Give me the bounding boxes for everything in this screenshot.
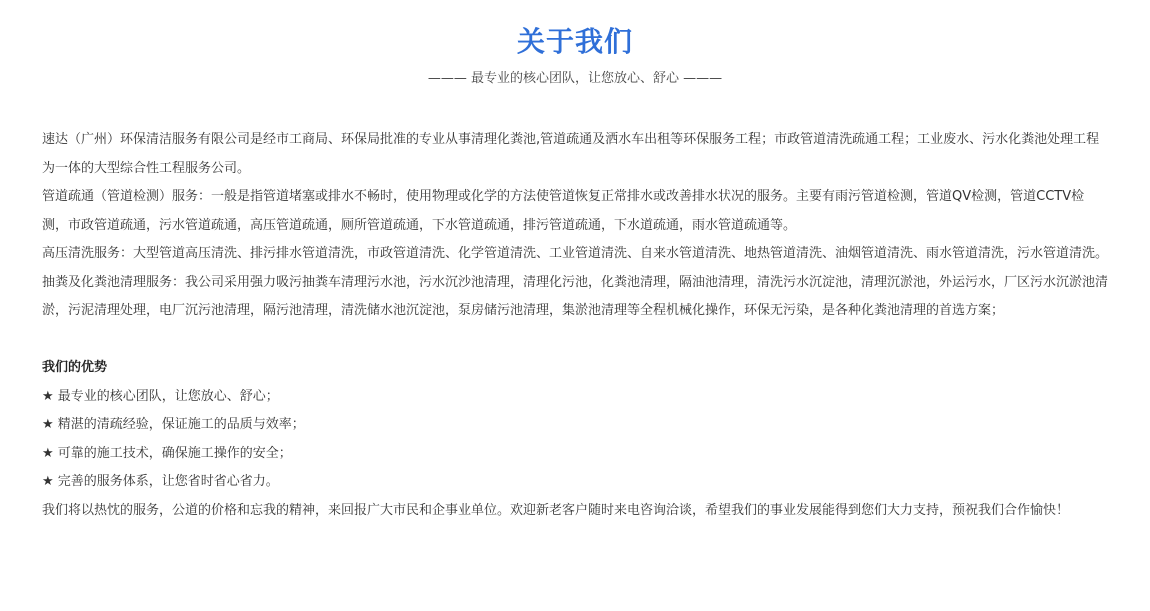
intro-paragraph-company: 速达（广州）环保清洁服务有限公司是经市工商局、环保局批准的专业从事清理化粪池,管道疏通及洒水车出租等环保服务工程；市政管道清洗疏通工程；工业废水、污水化粪池处理工程为一体的大型综合性工程服务公司。 bbox=[42, 132, 1100, 176]
intro-paragraph-septic-cleaning: 抽粪及化粪池清理服务：我公司采用强力吸污抽粪车清理污水池，污水沉沙池清理，清理化污池，化粪池清理，隔油池清理，清洗污水沉淀池，清理沉淤池，外运污水，厂区污水沉淤池清淤，污泥清理处理，电厂沉污池清理，隔污池清理，清洗储水池沉淀池，泵房储污池清理，集淤池清理等全程机械化操作，环保无污染，是各种化粪池清理的首选方案； bbox=[42, 274, 1109, 318]
spacer bbox=[42, 326, 1110, 355]
advantage-item: ★ 可靠的施工技术，确保施工操作的安全； bbox=[42, 445, 292, 461]
advantage-item: ★ 完善的服务体系，让您省时省心省力。 bbox=[42, 474, 279, 489]
intro-paragraph-pipe-dredging: 管道疏通（管道检测）服务：一般是指管道堵塞或排水不畅时，使用物理或化学的方法使管道恢复正常排水或改善排水状况的服务。主要有雨污管道检测，管道QV检测，管道CCTV检测，市政管道疏通，污水管道疏通，高压管道疏通，厕所管道疏通，下水管道疏通，排污管道疏通，下水道疏通，雨水管道疏通等。 bbox=[42, 189, 1085, 233]
advantages-title: 我们的优势 bbox=[42, 360, 108, 375]
closing-paragraph: 我们将以热忱的服务，公道的价格和忘我的精神，来回报广大市民和企事业单位。欢迎新老客户随时来电咨询洽谈，希望我们的事业发展能得到您们大力支持，预祝我们合作愉快！ bbox=[42, 502, 1070, 518]
advantage-item: ★ 最专业的核心团队，让您放心、舒心； bbox=[42, 388, 279, 404]
page-header bbox=[0, 22, 1150, 88]
page-title: 关于我们 bbox=[516, 25, 633, 58]
page-subtitle: ——— 最专业的核心团队，让您放心、舒心 ——— bbox=[427, 71, 723, 86]
about-content bbox=[42, 126, 1110, 525]
intro-paragraph-high-pressure-cleaning: 高压清洗服务：大型管道高压清洗、排污排水管道清洗，市政管道清洗、化学管道清洗、工业管道清洗、自来水管道清洗、地热管道清洗、油烟管道清洗、雨水管道清洗，污水管道清洗。 bbox=[42, 246, 1109, 261]
advantage-item: ★ 精湛的清疏经验，保证施工的品质与效率； bbox=[42, 417, 305, 432]
